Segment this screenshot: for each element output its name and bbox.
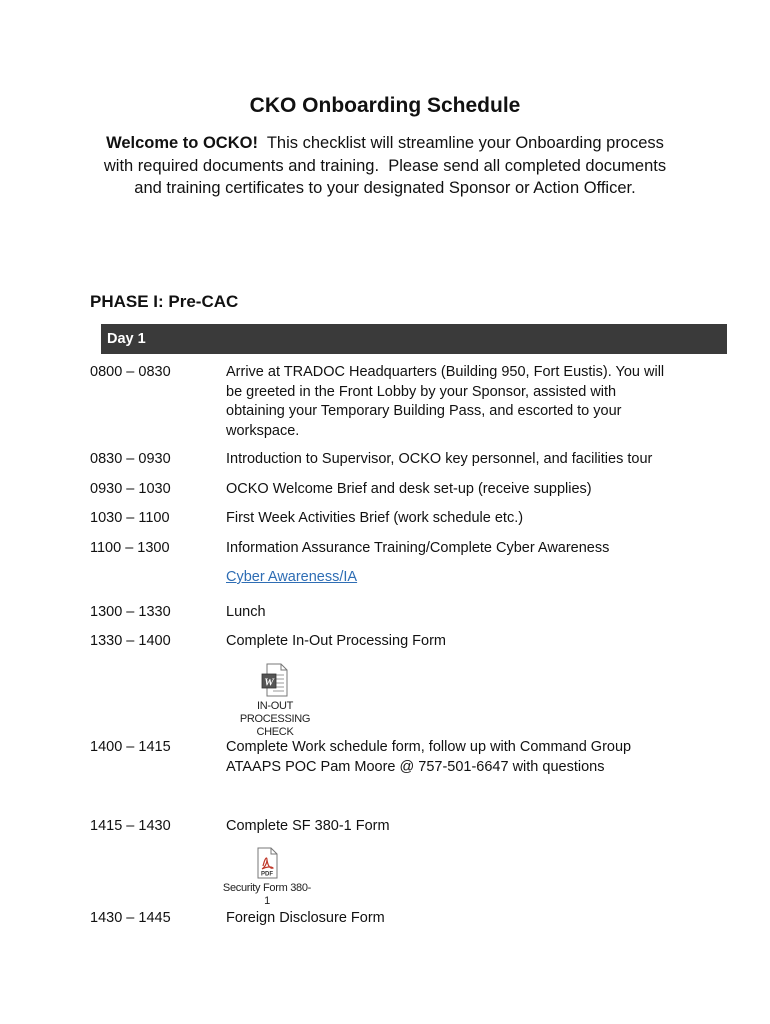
row-description: Complete Work schedule form, follow up with Command Group ATAAPS POC Pam Moore @ 757-501-6647 with questions [226,739,632,775]
row-description: Arrive at TRADOC Headquarters (Building 950, Fort Eustis). You will be greeted in the Front Lobby by your Sponsor, assisted with obtaining your Temporary Building Pass, and escorted to your workspace. [226,364,665,439]
day-header-band [101,324,727,354]
row-time: 1330 – 1400 [90,633,171,649]
svg-text:PDF: PDF [261,871,273,878]
inout-caption-line1: IN-OUT [256,700,294,712]
page-title: CKO Onboarding Schedule [249,94,521,117]
row-time: 1300 – 1330 [90,604,171,620]
sf380-attachment[interactable] [222,846,312,908]
intro-welcome: Welcome to OCKO! [106,134,258,152]
row-time: 1100 – 1300 [90,540,170,556]
inout-processing-attachment[interactable] [222,662,328,739]
row-description: Complete In-Out Processing Form [226,633,446,649]
sf380-caption: Security Form 380-1 [222,882,312,907]
svg-text:W: W [264,676,274,689]
row-time: 1400 – 1415 [90,739,171,755]
row-description: Complete SF 380-1 Form [226,818,390,834]
row-description: OCKO Welcome Brief and desk set-up (receive supplies) [226,481,592,497]
row-description: Introduction to Supervisor, OCKO key personnel, and facilities tour [226,451,653,467]
row-description: First Week Activities Brief (work schedule etc.) [226,510,524,526]
pdf-document-icon [254,846,280,880]
row-time: 0800 – 0830 [90,364,171,380]
day-label: Day 1 [107,331,146,347]
intro-text: This checklist will streamline your Onboarding process with required documents and training. Please send all completed documents and training certificates to your designated Sponsor or Action Officer. [103,134,671,197]
row-description: Information Assurance Training/Complete Cyber Awareness [226,540,610,556]
row-description: Foreign Disclosure Form [226,910,385,926]
row-time: 0830 – 0930 [90,451,171,467]
cyber-awareness-link[interactable]: Cyber Awareness/IA [226,569,358,585]
phase-heading: PHASE I: Pre-CAC [90,292,239,311]
row-time: 0930 – 1030 [90,481,171,497]
row-time: 1430 – 1445 [90,910,171,926]
inout-caption-line2: PROCESSING CHECK [239,713,311,738]
row-description: Lunch [226,604,266,620]
intro-paragraph [90,132,680,200]
row-time: 1030 – 1100 [90,510,170,526]
word-document-icon [259,662,291,698]
row-time: 1415 – 1430 [90,818,171,834]
